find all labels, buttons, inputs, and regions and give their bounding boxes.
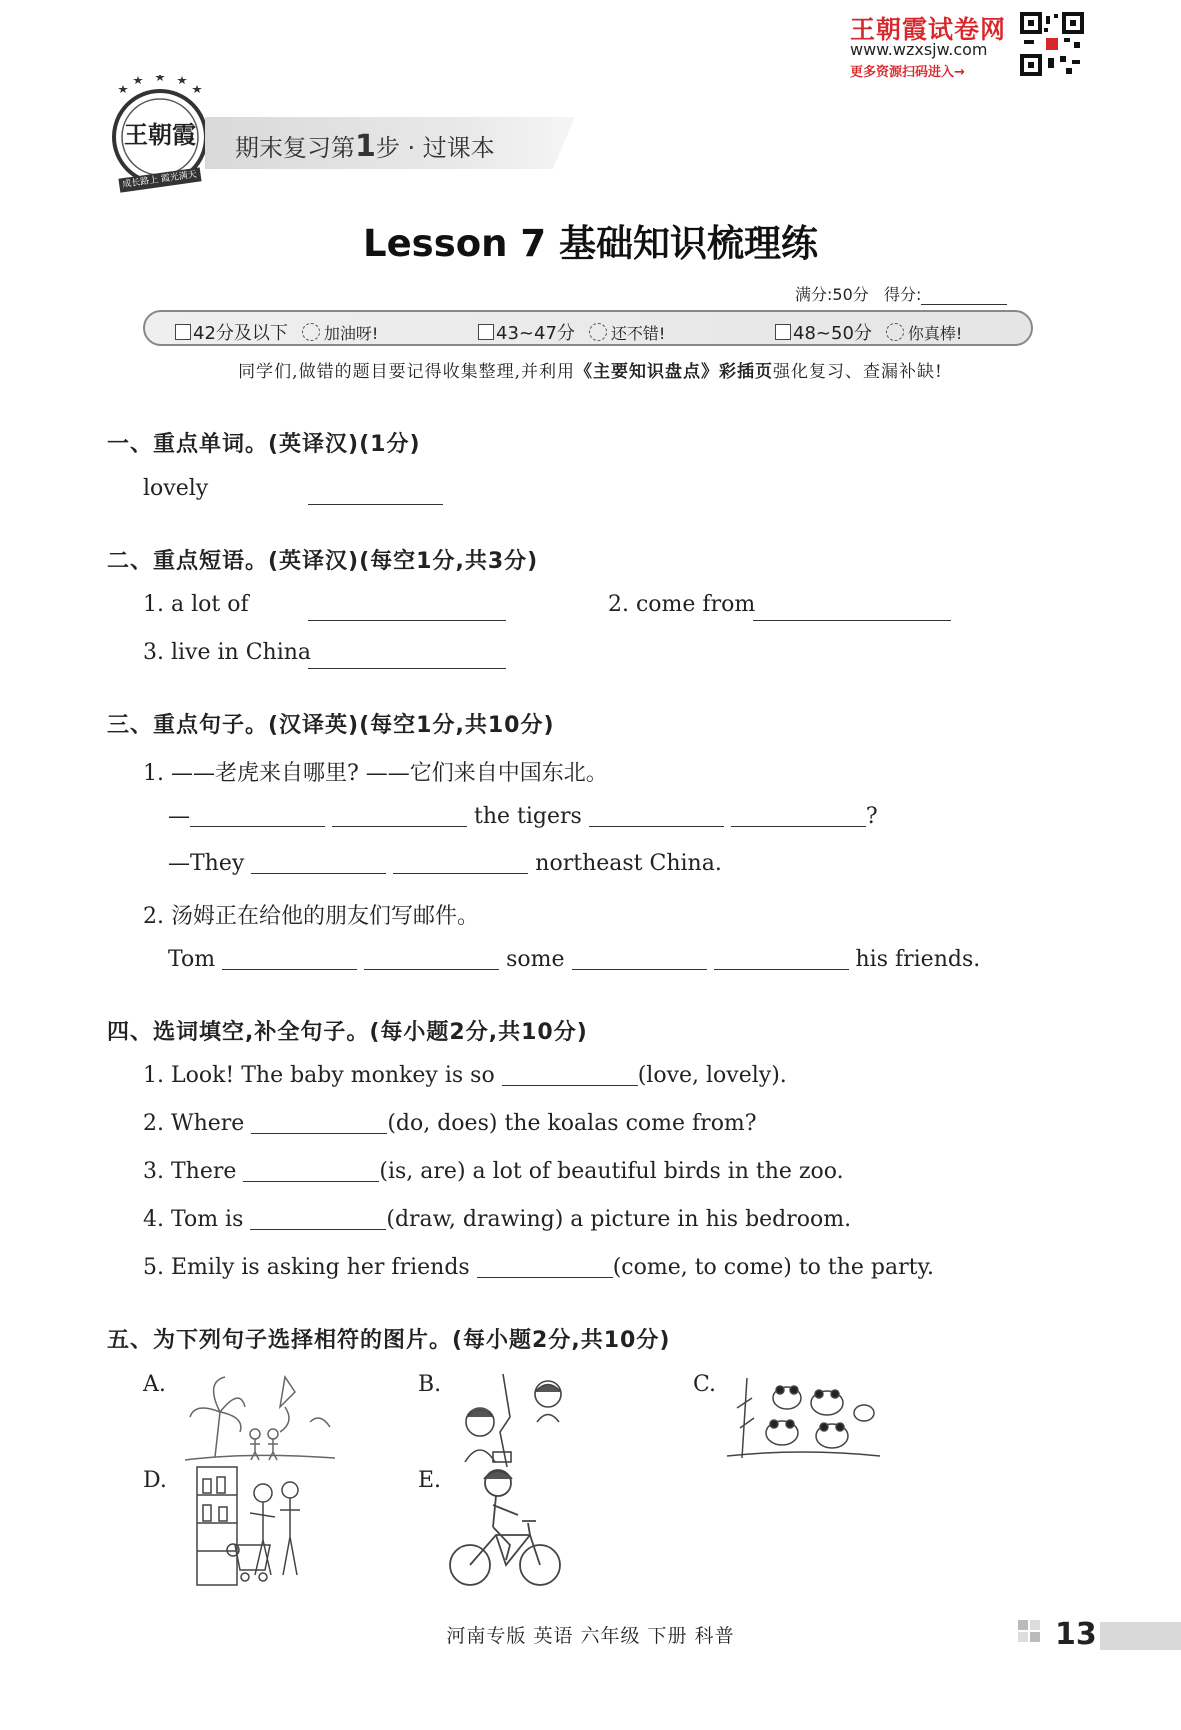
logo-emblem bbox=[105, 75, 215, 205]
sentence-text: some bbox=[506, 947, 565, 972]
phrase-item: 2. come from bbox=[608, 592, 756, 617]
fill-pre: 4. Tom is bbox=[143, 1207, 244, 1232]
answer-blank[interactable] bbox=[308, 646, 506, 669]
answer-blank[interactable] bbox=[251, 851, 386, 874]
answer-blank[interactable] bbox=[250, 1207, 386, 1230]
sentence-text: northeast China. bbox=[535, 851, 722, 876]
answer-blank[interactable] bbox=[477, 1255, 613, 1278]
picture-e-bicycle[interactable] bbox=[448, 1465, 563, 1590]
answer-blank[interactable] bbox=[222, 947, 357, 970]
answer-blank[interactable] bbox=[308, 598, 506, 621]
band-range: 42分及以下 bbox=[193, 323, 288, 344]
answer-blank[interactable] bbox=[589, 804, 724, 827]
band-item bbox=[175, 319, 378, 345]
brand-name: 王朝霞试卷网 bbox=[850, 15, 1007, 44]
face-icon bbox=[589, 323, 607, 341]
fill-item bbox=[143, 1111, 757, 1136]
answer-blank[interactable] bbox=[251, 1111, 387, 1134]
answer-blank[interactable] bbox=[731, 804, 866, 827]
logo-ribbon-text: 成长路上 霞光满天 bbox=[121, 169, 198, 191]
band-encourage: 还不错! bbox=[610, 324, 666, 343]
page-number: 13 bbox=[1055, 1617, 1097, 1652]
sec1-word: lovely bbox=[143, 476, 209, 501]
fill-item bbox=[143, 1255, 934, 1280]
phrase-item: 3. live in China bbox=[143, 640, 312, 665]
face-icon bbox=[302, 323, 320, 341]
fill-pre: 3. There bbox=[143, 1159, 237, 1184]
phrase-item: 1. a lot of bbox=[143, 592, 249, 617]
score-blank[interactable] bbox=[921, 290, 1007, 305]
answer-blank[interactable] bbox=[332, 804, 467, 827]
tip-post: 强化复习、查漏补缺! bbox=[772, 362, 943, 382]
fill-pre: 2. Where bbox=[143, 1111, 245, 1136]
sentence-text: Tom bbox=[168, 947, 216, 972]
band-item bbox=[478, 319, 665, 345]
section-3-heading: 三、重点句子。(汉译英)(每空1分,共10分) bbox=[107, 713, 555, 738]
tip-bold: 《主要知识盘点》彩插页 bbox=[574, 362, 773, 382]
sentence-row: — the tigers ? bbox=[168, 804, 878, 829]
banner-post: 步 · 过课本 bbox=[375, 134, 495, 162]
option-label-e: E. bbox=[418, 1468, 442, 1493]
band-item bbox=[775, 319, 962, 345]
picture-d-supermarket[interactable] bbox=[195, 1465, 305, 1590]
page-title: Lesson 7 基础知识梳理练 bbox=[363, 222, 818, 265]
page-bar bbox=[1100, 1622, 1181, 1650]
fill-post: (do, does) the koalas come from? bbox=[387, 1111, 757, 1136]
fill-post: (draw, drawing) a picture in his bedroom. bbox=[386, 1207, 852, 1232]
answer-blank[interactable] bbox=[364, 947, 499, 970]
section-5-heading: 五、为下列句子选择相符的图片。(每小题2分,共10分) bbox=[107, 1328, 671, 1353]
fill-item bbox=[143, 1207, 851, 1232]
section-4-heading: 四、选词填空,补全句子。(每小题2分,共10分) bbox=[107, 1020, 588, 1045]
answer-blank[interactable] bbox=[502, 1063, 638, 1086]
band-range: 48~50分 bbox=[793, 323, 872, 344]
answer-blank[interactable] bbox=[243, 1159, 379, 1182]
score-label: 得分: bbox=[884, 285, 922, 304]
band-range: 43~47分 bbox=[496, 323, 575, 344]
answer-blank[interactable] bbox=[572, 947, 707, 970]
section-2-heading: 二、重点短语。(英译汉)(每空1分,共3分) bbox=[107, 549, 539, 574]
option-label-b: B. bbox=[418, 1372, 442, 1397]
picture-b-children[interactable] bbox=[455, 1372, 580, 1467]
page-marker-icon bbox=[1018, 1620, 1050, 1650]
banner-num: 1 bbox=[355, 129, 376, 164]
banner-text bbox=[235, 128, 495, 164]
score-line bbox=[795, 282, 1007, 305]
face-icon bbox=[886, 323, 904, 341]
banner-pre: 期末复习第 bbox=[235, 134, 355, 162]
fill-pre: 1. Look! The baby monkey is so bbox=[143, 1063, 495, 1088]
brand-url[interactable]: www.wzxsjw.com bbox=[850, 40, 988, 59]
option-label-d: D. bbox=[143, 1468, 167, 1493]
answer-blank[interactable] bbox=[714, 947, 849, 970]
option-label-c: C. bbox=[693, 1372, 717, 1397]
answer-blank[interactable] bbox=[753, 598, 951, 621]
sentence-row bbox=[168, 851, 722, 876]
option-label-a: A. bbox=[143, 1372, 166, 1397]
sentence-text: his friends. bbox=[855, 947, 981, 972]
answer-blank[interactable] bbox=[393, 851, 528, 874]
tip-line bbox=[0, 357, 1181, 382]
tip-pre: 同学们,做错的题目要记得收集整理,并利用 bbox=[238, 362, 575, 382]
checkbox[interactable] bbox=[478, 324, 494, 340]
sentence-text: —They bbox=[168, 851, 245, 876]
answer-blank[interactable] bbox=[308, 482, 443, 505]
fill-post: (come, to come) to the party. bbox=[612, 1255, 934, 1280]
footer: 河南专版 英语 六年级 下册 科普 bbox=[446, 1625, 735, 1647]
full-score: 满分:50分 bbox=[795, 285, 869, 304]
band-encourage: 你真棒! bbox=[907, 324, 963, 343]
section-1-heading: 一、重点单词。(英译汉)(1分) bbox=[107, 432, 421, 457]
svg-text:王朝霞: 王朝霞 bbox=[124, 120, 196, 149]
checkbox[interactable] bbox=[175, 324, 191, 340]
checkbox[interactable] bbox=[775, 324, 791, 340]
band-encourage: 加油呀! bbox=[323, 324, 379, 343]
sentence-text: ? bbox=[865, 804, 878, 829]
fill-post: (is, are) a lot of beautiful birds in the zoo. bbox=[379, 1159, 844, 1184]
sentence-text: the tigers bbox=[474, 804, 582, 829]
picture-c-pandas[interactable] bbox=[722, 1368, 882, 1463]
sentence-cn: 1. ——老虎来自哪里? ——它们来自中国东北。 bbox=[143, 761, 608, 786]
answer-blank[interactable] bbox=[190, 804, 325, 827]
qr-code-icon[interactable] bbox=[1020, 12, 1084, 76]
grade-band bbox=[143, 310, 1033, 346]
sentence-row bbox=[168, 947, 980, 972]
fill-item bbox=[143, 1063, 787, 1088]
brand-tip: 更多资源扫码进入→ bbox=[850, 65, 965, 80]
fill-post: (love, lovely). bbox=[637, 1063, 787, 1088]
fill-item bbox=[143, 1159, 844, 1184]
picture-a-tree-scene[interactable] bbox=[185, 1372, 335, 1462]
sentence-cn: 2. 汤姆正在给他的朋友们写邮件。 bbox=[143, 904, 479, 929]
fill-pre: 5. Emily is asking her friends bbox=[143, 1255, 470, 1280]
